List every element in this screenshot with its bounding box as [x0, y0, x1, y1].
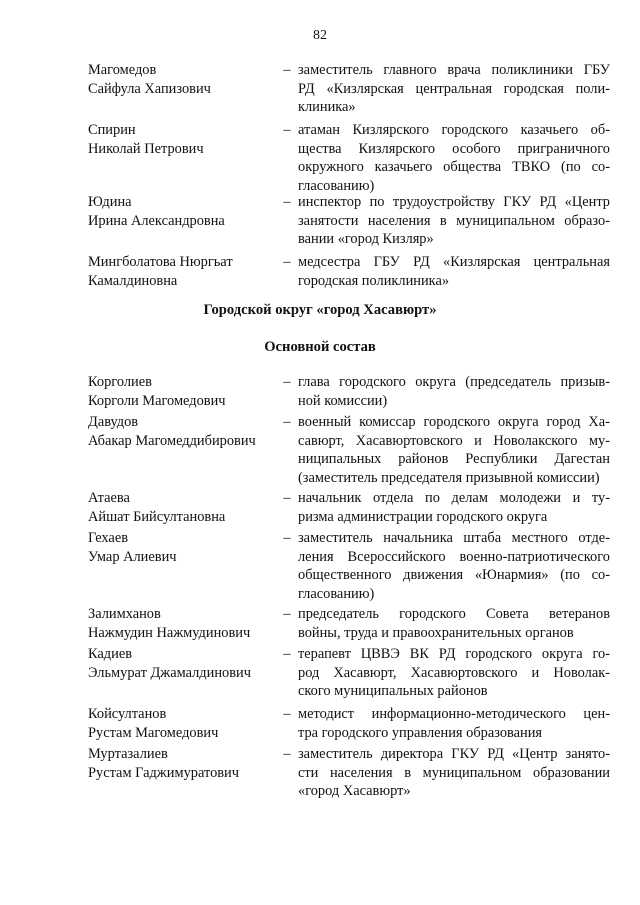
description-line: заместитель начальника штаба местного отде-	[298, 530, 610, 546]
description-line: (заместитель председателя призывной комиссии)	[298, 469, 600, 486]
description-line: методист информационно-методического цен-	[298, 706, 610, 722]
surname: Кадиев	[88, 646, 133, 662]
description-line: РД «Кизлярская центральная городская поли-	[298, 80, 610, 97]
person-name	[88, 489, 278, 526]
position-description	[298, 121, 610, 195]
person-name	[88, 605, 278, 642]
description-line: сти населения в муниципальном образовании	[298, 764, 610, 781]
position-description	[298, 373, 610, 410]
description-line: род Хасавюрт, Хасавюртовского и Новолак-	[298, 664, 610, 681]
dash-separator: –	[283, 746, 291, 762]
given-names: Сайфула Хапизович	[88, 80, 211, 97]
description-line: ризма администрации городского округа	[298, 508, 548, 525]
description-line: военный комиссар городского округа город Ха-	[298, 414, 610, 430]
description-line: заместитель главного врача поликлиники ГБУ	[298, 62, 610, 78]
dash-separator: –	[283, 530, 291, 546]
surname: Залимханов	[88, 606, 161, 622]
surname: Койсултанов	[88, 706, 167, 722]
position-description	[298, 413, 610, 487]
given-names: Ирина Александровна	[88, 212, 225, 229]
description-line: начальник отдела по делам молодежи и ту-	[298, 490, 610, 506]
dash-separator: –	[283, 606, 291, 622]
position-description	[298, 61, 610, 117]
description-line: инспектор по трудоустройству ГКУ РД «Центр	[298, 194, 610, 210]
given-names: Корголи Магомедович	[88, 392, 226, 409]
surname: Корголиев	[88, 374, 152, 390]
section-heading: Основной состав	[264, 339, 376, 355]
surname: Давудов	[88, 414, 139, 430]
description-line: «город Хасавюрт»	[298, 783, 411, 799]
position-description	[298, 489, 610, 526]
dash-separator: –	[283, 646, 291, 662]
description-line: общественного движения «Юнармия» (по со-	[298, 567, 610, 583]
description-line: гласованию)	[298, 177, 375, 194]
description-line: ной комиссии)	[298, 392, 388, 409]
description-line: медсестра ГБУ РД «Кизлярская центральная	[298, 254, 610, 270]
district-heading: Городской округ «город Хасавюрт»	[203, 302, 437, 318]
description-line: гласованию)	[298, 585, 375, 602]
surname: Юдина	[88, 194, 132, 210]
dash-separator: –	[283, 62, 291, 78]
description-line: тра городского управления образования	[298, 724, 543, 741]
given-names: Камалдиновна	[88, 272, 178, 289]
position-description	[298, 645, 610, 701]
given-names: Абакар Магомеддибирович	[88, 432, 256, 449]
description-line: терапевт ЦВВЭ ВК РД городского округа го-	[298, 646, 610, 662]
description-line: занятости населения в муниципальном образо-	[298, 212, 610, 229]
position-description	[298, 253, 610, 290]
dash-separator: –	[283, 706, 291, 722]
dash-separator: –	[283, 414, 291, 430]
person-name	[88, 121, 278, 158]
page-number: 82	[313, 28, 327, 43]
person-name	[88, 373, 278, 410]
description-line: ского муниципальных районов	[298, 683, 488, 699]
person-name	[88, 529, 278, 566]
dash-separator: –	[283, 122, 291, 138]
given-names: Умар Алиевич	[88, 548, 177, 565]
surname: Мингболатова Нюргьат	[88, 254, 233, 270]
position-description	[298, 605, 610, 642]
position-description	[298, 745, 610, 801]
dash-separator: –	[283, 254, 291, 270]
person-name	[88, 645, 278, 682]
person-name	[88, 61, 278, 98]
description-line: глава городского округа (председатель призыв-	[298, 374, 610, 390]
description-line: щества Кизлярского особого приграничного	[298, 140, 610, 157]
description-line: председатель городского Совета ветеранов	[298, 606, 610, 622]
description-line: атаман Кизлярского городского казачьего об-	[298, 122, 610, 138]
dash-separator: –	[283, 374, 291, 390]
given-names: Нажмудин Нажмудинович	[88, 624, 251, 641]
person-name	[88, 413, 278, 450]
given-names: Рустам Гаджимуратович	[88, 764, 239, 781]
position-description	[298, 529, 610, 603]
surname: Спирин	[88, 122, 136, 138]
position-description	[298, 193, 610, 249]
description-line: заместитель директора ГКУ РД «Центр занято-	[298, 746, 610, 762]
description-line: вании «город Кизляр»	[298, 231, 434, 247]
person-name	[88, 745, 278, 782]
description-line: окружного казачьего общества ТВКО (по со-	[298, 159, 610, 175]
description-line: войны, труда и правоохранительных органов	[298, 624, 574, 641]
description-line: савюрт, Хасавюртовского и Новолакского му-	[298, 432, 610, 449]
surname: Атаева	[88, 490, 130, 506]
person-name	[88, 253, 278, 290]
person-name	[88, 705, 278, 742]
given-names: Николай Петрович	[88, 140, 204, 157]
given-names: Рустам Магомедович	[88, 724, 219, 741]
position-description	[298, 705, 610, 742]
description-line: ниципальных районов Республики Дагестан	[298, 451, 610, 467]
description-line: ления Всероссийского военно-патриотического	[298, 548, 610, 565]
given-names: Эльмурат Джамалдинович	[88, 664, 251, 681]
description-line: клиника»	[298, 99, 356, 115]
surname: Гехаев	[88, 530, 128, 546]
dash-separator: –	[283, 194, 291, 210]
given-names: Айшат Бийсултановна	[88, 508, 226, 525]
description-line: городская поликлиника»	[298, 272, 450, 289]
person-name	[88, 193, 278, 230]
dash-separator: –	[283, 490, 291, 506]
surname: Магомедов	[88, 62, 157, 78]
surname: Муртазалиев	[88, 746, 168, 762]
